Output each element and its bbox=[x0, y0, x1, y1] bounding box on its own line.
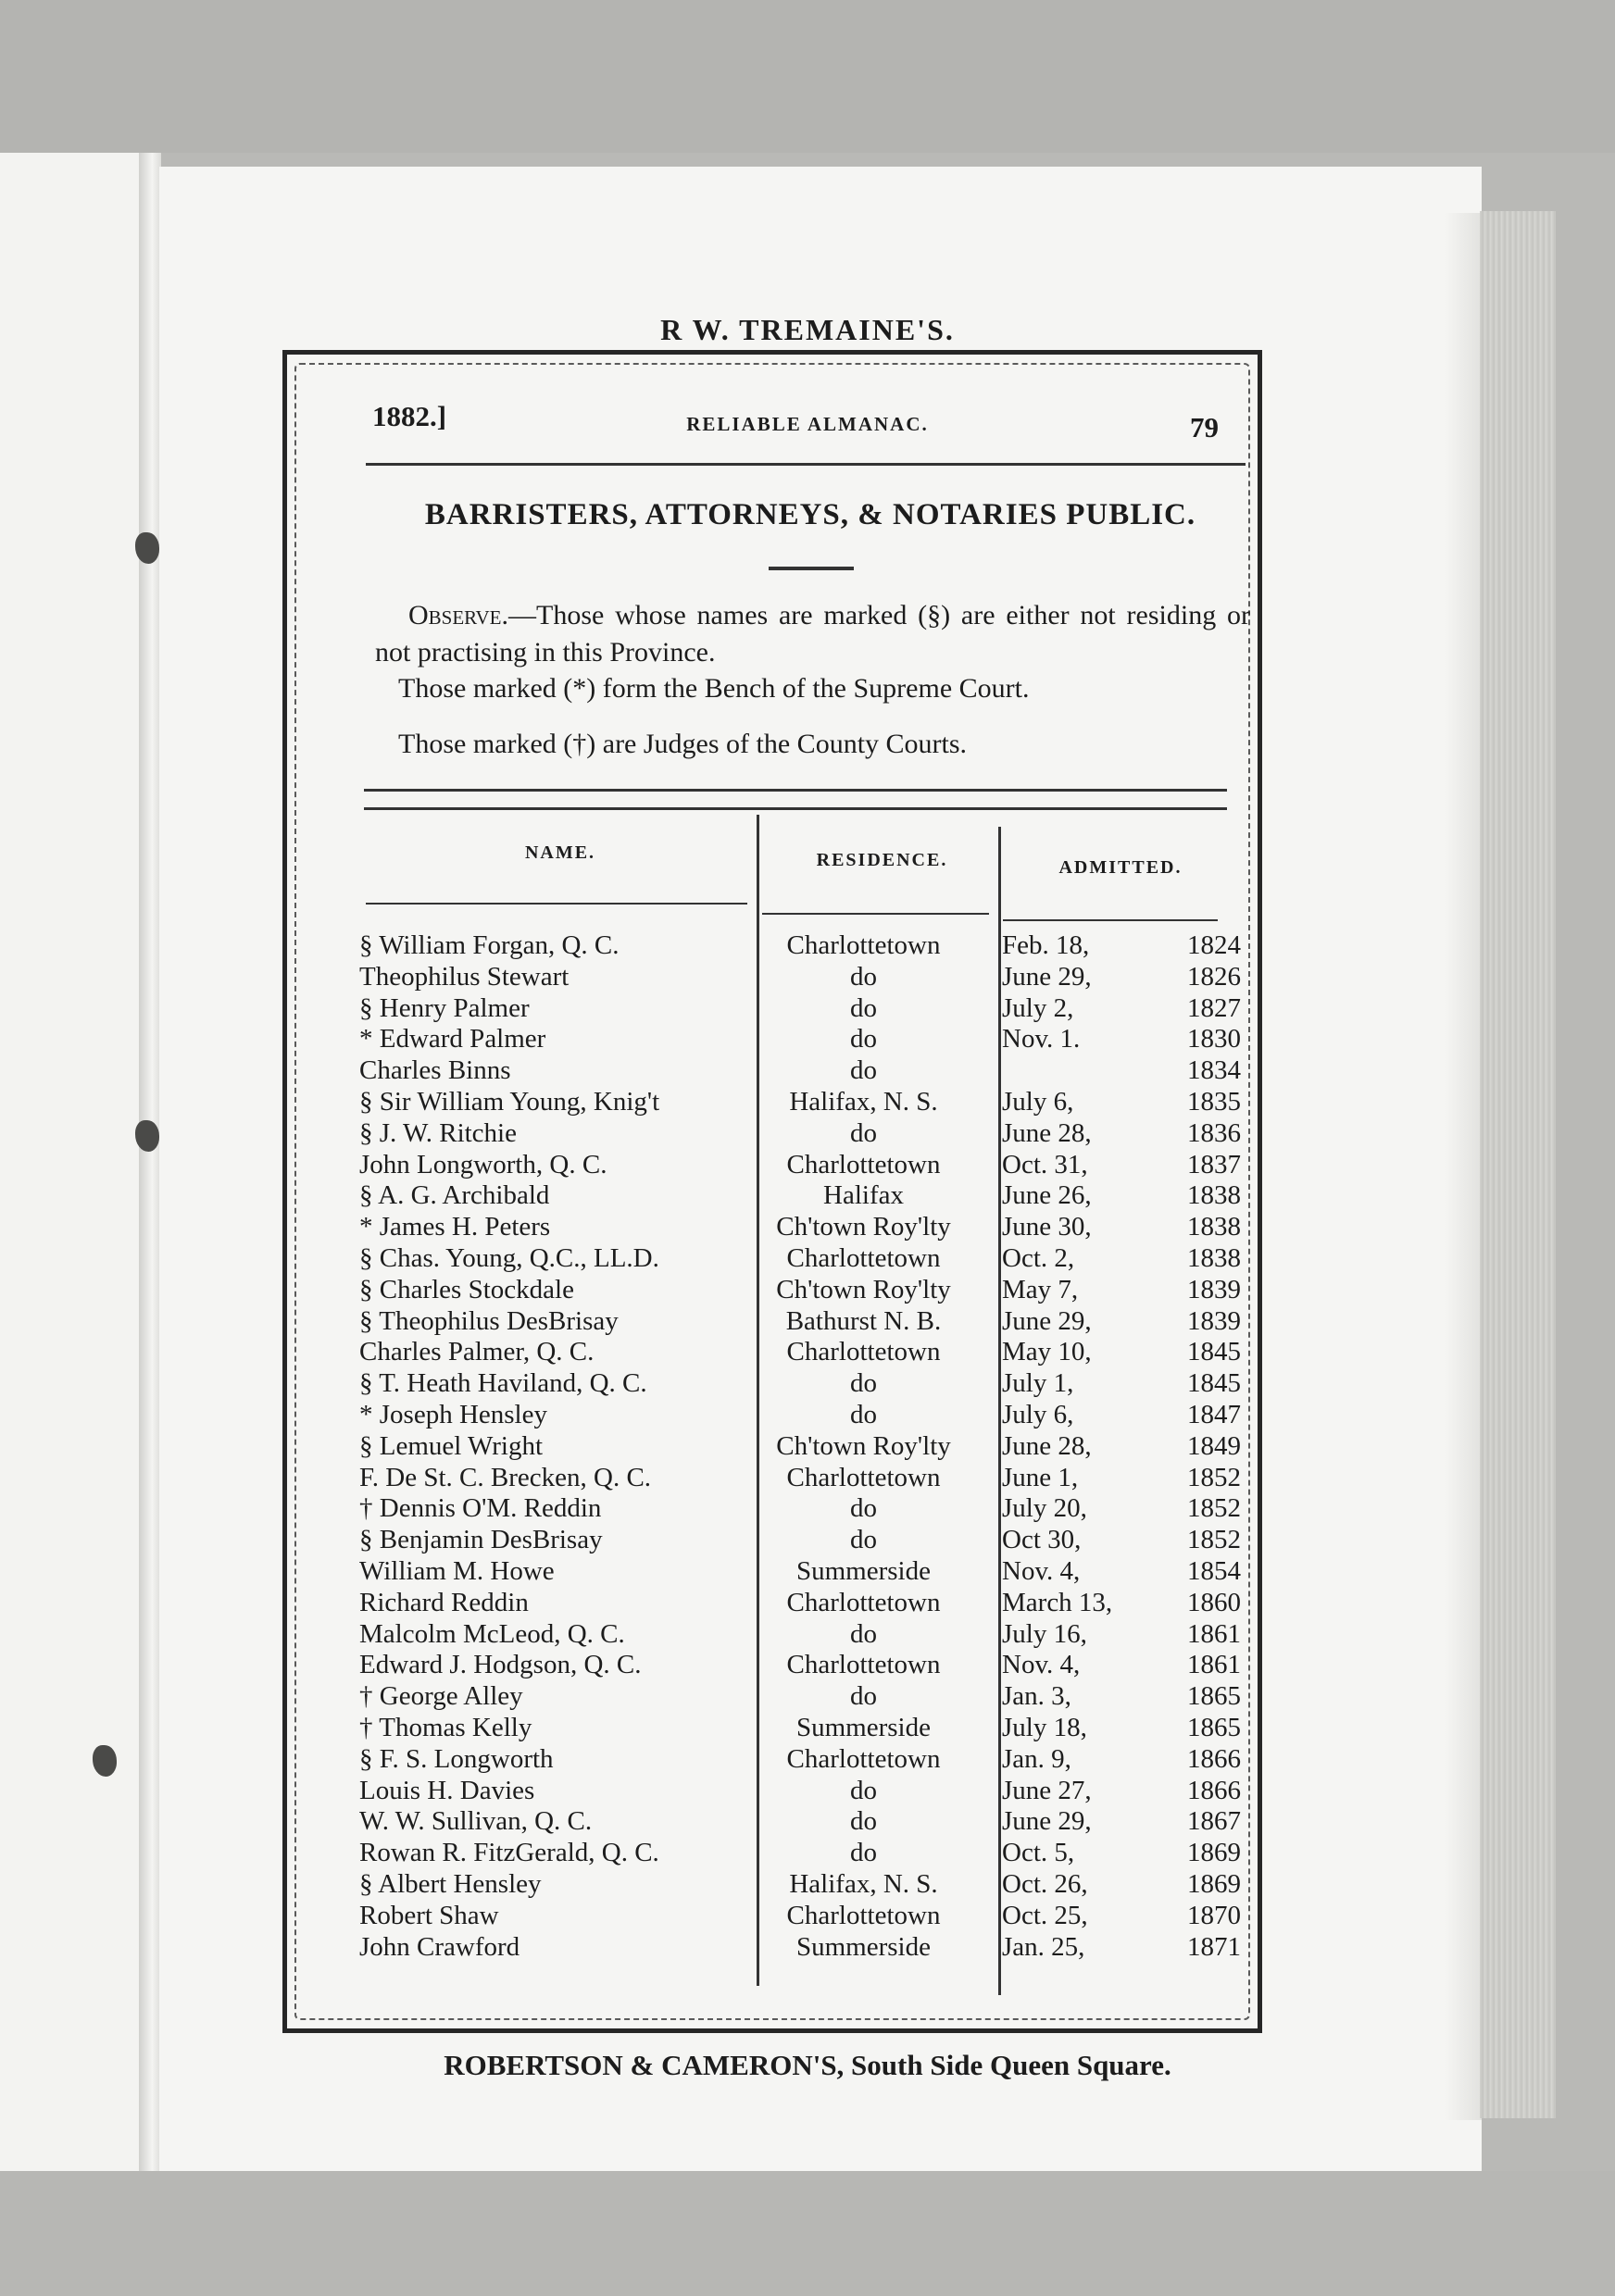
row-year: 1827 bbox=[1187, 992, 1241, 1023]
header-year: 1882.] bbox=[372, 400, 447, 432]
row-name: § Chas. Young, Q.C., LL.D. bbox=[359, 1242, 659, 1273]
row-name: Edward J. Hodgson, Q. C. bbox=[359, 1650, 642, 1680]
table-row bbox=[343, 1463, 1250, 1494]
row-year: 1847 bbox=[1187, 1399, 1241, 1429]
barristers-list bbox=[343, 930, 1250, 1963]
row-name: § Sir William Young, Knig't bbox=[359, 1086, 660, 1117]
row-name: † Dennis O'M. Reddin bbox=[359, 1493, 602, 1524]
binding-stitch bbox=[135, 532, 159, 564]
row-name: Robert Shaw bbox=[359, 1900, 499, 1930]
row-year: 1866 bbox=[1187, 1775, 1241, 1805]
row-residence: Charlottetown bbox=[786, 1242, 941, 1273]
row-year: 1838 bbox=[1187, 1242, 1241, 1273]
row-residence: Charlottetown bbox=[786, 1743, 941, 1774]
row-year: 1866 bbox=[1187, 1743, 1241, 1774]
row-name: § A. G. Archibald bbox=[359, 1180, 550, 1211]
row-residence: do bbox=[850, 1493, 877, 1524]
row-residence: Charlottetown bbox=[786, 1337, 941, 1367]
row-name: William M. Howe bbox=[359, 1555, 555, 1586]
scanner-background-bottom bbox=[0, 2171, 1615, 2296]
row-name: * Edward Palmer bbox=[359, 1024, 546, 1054]
row-residence: Halifax, N. S. bbox=[789, 1086, 938, 1117]
row-date: June 30, bbox=[1002, 1212, 1092, 1242]
page-edge-shadow bbox=[1445, 213, 1482, 2120]
row-date: July 16, bbox=[1002, 1618, 1087, 1649]
row-name: Charles Palmer, Q. C. bbox=[359, 1337, 595, 1367]
row-year: 1845 bbox=[1187, 1368, 1241, 1399]
table-row bbox=[343, 1681, 1250, 1713]
row-date: Nov. 4, bbox=[1002, 1650, 1081, 1680]
row-residence: do bbox=[850, 1681, 877, 1712]
row-date: June 28, bbox=[1002, 1430, 1092, 1461]
row-date: Oct. 31, bbox=[1002, 1149, 1088, 1179]
row-residence: Ch'town Roy'lty bbox=[776, 1274, 951, 1304]
row-residence: Halifax bbox=[823, 1180, 904, 1211]
header-title: RELIABLE ALMANAC. bbox=[686, 413, 929, 435]
row-date: July 1, bbox=[1002, 1368, 1074, 1399]
row-year: 1871 bbox=[1187, 1931, 1241, 1962]
row-name: W. W. Sullivan, Q. C. bbox=[359, 1806, 593, 1837]
row-year: 1865 bbox=[1187, 1681, 1241, 1712]
table-top-rule bbox=[364, 789, 1227, 792]
table-row bbox=[343, 1619, 1250, 1651]
row-year: 1830 bbox=[1187, 1024, 1241, 1054]
row-residence: do bbox=[850, 1618, 877, 1649]
residence-header-rule bbox=[762, 913, 989, 915]
table-row bbox=[343, 1275, 1250, 1306]
observe-label: Observe. bbox=[408, 600, 508, 630]
row-year: 1860 bbox=[1187, 1587, 1241, 1617]
row-date: Feb. 18, bbox=[1002, 930, 1090, 960]
row-name: § T. Heath Haviland, Q. C. bbox=[359, 1368, 647, 1399]
table-row bbox=[343, 1525, 1250, 1556]
binding-stitch bbox=[135, 1120, 159, 1152]
row-date: July 6, bbox=[1002, 1399, 1074, 1429]
row-date: June 29, bbox=[1002, 1305, 1092, 1336]
row-residence: Bathurst N. B. bbox=[785, 1305, 942, 1336]
row-name: Louis H. Davies bbox=[359, 1775, 535, 1805]
row-year: 1836 bbox=[1187, 1117, 1241, 1148]
page-number: 79 bbox=[1190, 411, 1219, 443]
row-date: Jan. 25, bbox=[1002, 1931, 1085, 1962]
row-date: Oct. 25, bbox=[1002, 1900, 1088, 1930]
row-year: 1835 bbox=[1187, 1086, 1241, 1117]
table-row bbox=[343, 1118, 1250, 1150]
table-row bbox=[343, 1713, 1250, 1744]
table-row bbox=[343, 1212, 1250, 1243]
row-name: Charles Binns bbox=[359, 1055, 511, 1086]
row-name: John Crawford bbox=[359, 1931, 520, 1962]
row-residence: do bbox=[850, 961, 877, 992]
table-row bbox=[343, 1055, 1250, 1087]
row-name: § William Forgan, Q. C. bbox=[359, 930, 620, 960]
row-date: July 6, bbox=[1002, 1086, 1074, 1117]
row-name: § J. W. Ritchie bbox=[359, 1117, 517, 1148]
row-name: Rowan R. FitzGerald, Q. C. bbox=[359, 1838, 659, 1868]
table-row bbox=[343, 1588, 1250, 1619]
table-row bbox=[343, 1901, 1250, 1932]
row-residence: do bbox=[850, 1368, 877, 1399]
observe-text: —Those whose names are marked (§) are either not residing or not practising in this Province. bbox=[375, 600, 1250, 668]
page-stack-edges bbox=[1480, 211, 1556, 2118]
row-residence: do bbox=[850, 1024, 877, 1054]
table-row bbox=[343, 1744, 1250, 1776]
scanner-background-top bbox=[0, 0, 1615, 153]
facing-page bbox=[0, 153, 156, 2171]
row-residence: Charlottetown bbox=[786, 1587, 941, 1617]
table-row bbox=[343, 1087, 1250, 1118]
name-header-rule bbox=[366, 903, 747, 905]
row-year: 1845 bbox=[1187, 1337, 1241, 1367]
table-row bbox=[343, 962, 1250, 993]
row-date: June 27, bbox=[1002, 1775, 1092, 1805]
row-residence: Summerside bbox=[796, 1555, 931, 1586]
row-year: 1852 bbox=[1187, 1462, 1241, 1492]
row-residence: do bbox=[850, 1117, 877, 1148]
row-residence: do bbox=[850, 1838, 877, 1868]
row-residence: Charlottetown bbox=[786, 930, 941, 960]
row-year: 1852 bbox=[1187, 1525, 1241, 1555]
table-row bbox=[343, 1650, 1250, 1681]
column-header-residence: RESIDENCE. bbox=[816, 850, 948, 870]
row-date: March 13, bbox=[1002, 1587, 1113, 1617]
table-row bbox=[343, 1368, 1250, 1400]
row-name: † George Alley bbox=[359, 1681, 523, 1712]
row-date: May 7, bbox=[1002, 1274, 1079, 1304]
table-top-rule bbox=[364, 807, 1227, 810]
row-residence: Ch'town Roy'lty bbox=[776, 1430, 951, 1461]
row-residence: do bbox=[850, 1525, 877, 1555]
row-date: Oct. 2, bbox=[1002, 1242, 1075, 1273]
row-residence: Charlottetown bbox=[786, 1149, 941, 1179]
row-residence: do bbox=[850, 1806, 877, 1837]
table-row bbox=[343, 930, 1250, 962]
row-date: Nov. 1. bbox=[1002, 1024, 1081, 1054]
row-name: Malcolm McLeod, Q. C. bbox=[359, 1618, 625, 1649]
row-year: 1852 bbox=[1187, 1493, 1241, 1524]
table-row bbox=[343, 1180, 1250, 1212]
table-row bbox=[343, 1400, 1250, 1431]
row-date: June 29, bbox=[1002, 961, 1092, 992]
row-residence: Charlottetown bbox=[786, 1462, 941, 1492]
note-supreme-court: Those marked (*) form the Bench of the Supreme Court. bbox=[398, 673, 1030, 704]
row-name: § Henry Palmer bbox=[359, 992, 530, 1023]
column-header-admitted: ADMITTED. bbox=[1058, 857, 1183, 878]
row-name: § Albert Hensley bbox=[359, 1868, 542, 1899]
row-year: 1826 bbox=[1187, 961, 1241, 992]
row-year: 1861 bbox=[1187, 1650, 1241, 1680]
row-date: May 10, bbox=[1002, 1337, 1092, 1367]
table-row bbox=[343, 1150, 1250, 1181]
row-residence: do bbox=[850, 1055, 877, 1086]
row-year: 1824 bbox=[1187, 930, 1241, 960]
row-date: Oct. 5, bbox=[1002, 1838, 1075, 1868]
table-row bbox=[343, 1838, 1250, 1869]
row-residence: Charlottetown bbox=[786, 1900, 941, 1930]
row-residence: do bbox=[850, 992, 877, 1023]
column-header-name: NAME. bbox=[524, 842, 596, 863]
title-rule bbox=[769, 567, 854, 570]
footer-advertisement: ROBERTSON & CAMERON'S, South Side Queen Square. bbox=[444, 2049, 1171, 2081]
row-name: § Theophilus DesBrisay bbox=[359, 1305, 619, 1336]
row-name: § Benjamin DesBrisay bbox=[359, 1525, 603, 1555]
row-year: 1838 bbox=[1187, 1212, 1241, 1242]
row-year: 1839 bbox=[1187, 1305, 1241, 1336]
table-row bbox=[343, 1806, 1250, 1838]
row-date: Nov. 4, bbox=[1002, 1555, 1081, 1586]
row-name: § F. S. Longworth bbox=[359, 1743, 554, 1774]
row-residence: Charlottetown bbox=[786, 1650, 941, 1680]
row-year: 1838 bbox=[1187, 1180, 1241, 1211]
row-year: 1854 bbox=[1187, 1555, 1241, 1586]
row-name: Theophilus Stewart bbox=[359, 961, 570, 992]
table-row bbox=[343, 1024, 1250, 1055]
row-date: June 1, bbox=[1002, 1462, 1079, 1492]
row-name: * Joseph Hensley bbox=[359, 1399, 547, 1429]
row-residence: Ch'town Roy'lty bbox=[776, 1212, 951, 1242]
row-residence: Halifax, N. S. bbox=[789, 1868, 938, 1899]
row-residence: do bbox=[850, 1775, 877, 1805]
row-date: June 26, bbox=[1002, 1180, 1092, 1211]
row-date: June 29, bbox=[1002, 1806, 1092, 1837]
row-name: § Charles Stockdale bbox=[359, 1274, 574, 1304]
row-name: John Longworth, Q. C. bbox=[359, 1149, 607, 1179]
table-row bbox=[343, 1243, 1250, 1275]
row-year: 1837 bbox=[1187, 1149, 1241, 1179]
row-date: Oct. 26, bbox=[1002, 1868, 1088, 1899]
row-year: 1849 bbox=[1187, 1430, 1241, 1461]
table-row bbox=[343, 1306, 1250, 1338]
table-row bbox=[343, 1431, 1250, 1463]
row-year: 1839 bbox=[1187, 1274, 1241, 1304]
row-year: 1870 bbox=[1187, 1900, 1241, 1930]
table-row bbox=[343, 1869, 1250, 1901]
row-year: 1867 bbox=[1187, 1806, 1241, 1837]
row-name: * James H. Peters bbox=[359, 1212, 551, 1242]
row-year: 1869 bbox=[1187, 1838, 1241, 1868]
row-name: § Lemuel Wright bbox=[359, 1430, 544, 1461]
table-row bbox=[343, 1493, 1250, 1525]
row-date: Jan. 3, bbox=[1002, 1681, 1071, 1712]
table-row bbox=[343, 1776, 1250, 1807]
book-binding bbox=[139, 153, 161, 2171]
row-date: June 28, bbox=[1002, 1117, 1092, 1148]
row-date: Oct 30, bbox=[1002, 1525, 1082, 1555]
row-year: 1861 bbox=[1187, 1618, 1241, 1649]
note-county-courts: Those marked (†) are Judges of the County Courts. bbox=[398, 729, 968, 759]
row-residence: do bbox=[850, 1399, 877, 1429]
row-residence: Summerside bbox=[796, 1931, 931, 1962]
row-date: July 18, bbox=[1002, 1712, 1087, 1742]
running-head: R W. TREMAINE'S. bbox=[660, 313, 955, 346]
row-year: 1834 bbox=[1187, 1055, 1241, 1086]
table-row bbox=[343, 1337, 1250, 1368]
table-row bbox=[343, 993, 1250, 1025]
row-residence: Summerside bbox=[796, 1712, 931, 1742]
row-year: 1869 bbox=[1187, 1868, 1241, 1899]
table-row bbox=[343, 1932, 1250, 1964]
row-name: † Thomas Kelly bbox=[359, 1712, 532, 1742]
section-title: BARRISTERS, ATTORNEYS, & NOTARIES PUBLIC. bbox=[424, 498, 1196, 531]
header-rule bbox=[366, 463, 1246, 466]
binding-stitch bbox=[93, 1745, 117, 1777]
row-date: July 2, bbox=[1002, 992, 1074, 1023]
row-year: 1865 bbox=[1187, 1712, 1241, 1742]
row-date: July 20, bbox=[1002, 1493, 1087, 1524]
row-name: Richard Reddin bbox=[359, 1587, 529, 1617]
table-row bbox=[343, 1556, 1250, 1588]
observe-paragraph bbox=[375, 597, 1250, 671]
admitted-header-rule bbox=[1003, 919, 1218, 921]
row-date: Jan. 9, bbox=[1002, 1743, 1071, 1774]
row-name: F. De St. C. Brecken, Q. C. bbox=[359, 1462, 652, 1492]
